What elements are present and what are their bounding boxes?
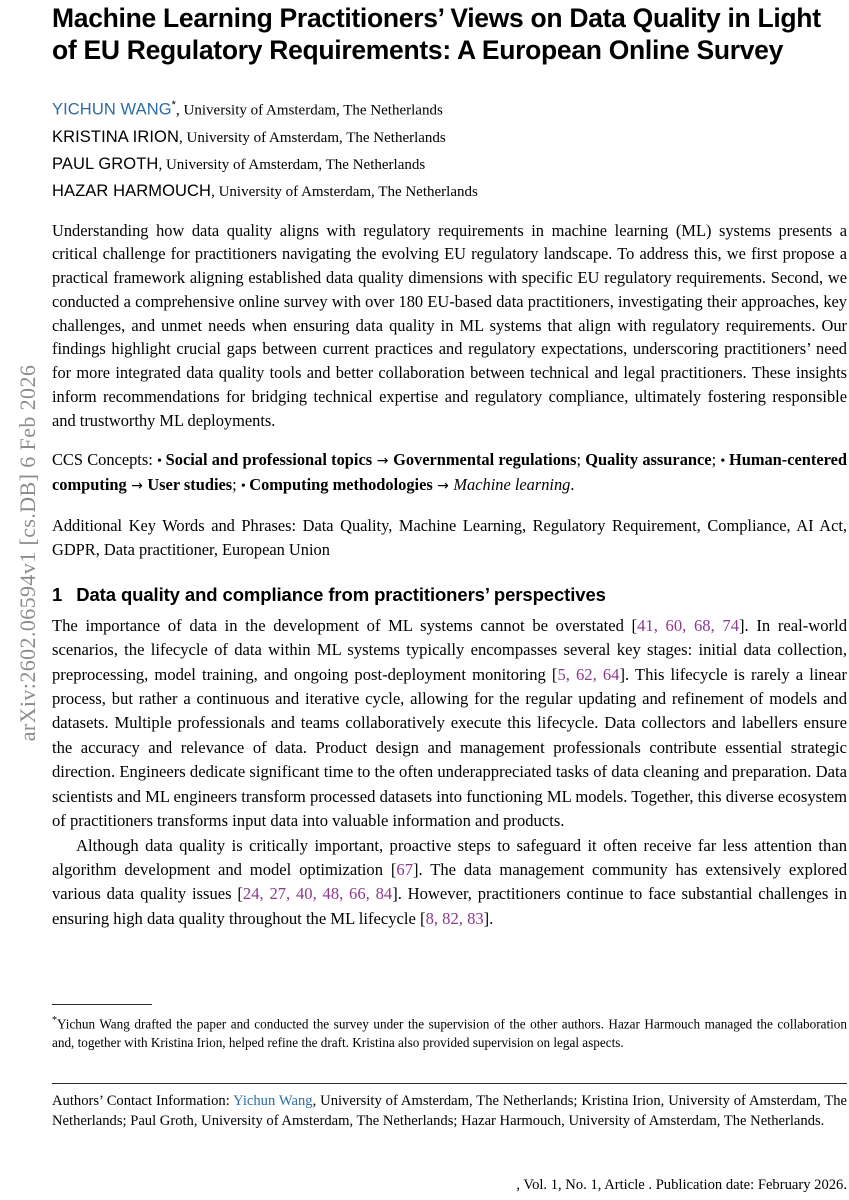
paragraph-text: Although data quality is critically important, proactive steps to safeguard it often receive far less attention than algorithm development and model optimization [ xyxy=(52,835,847,879)
author-affiliation: , University of Amsterdam, The Netherlands xyxy=(179,129,446,146)
citation-link[interactable]: 41, 60, 68, 74 xyxy=(637,615,739,635)
citation-link[interactable]: 8, 82, 83 xyxy=(425,908,484,928)
section-title: Data quality and compliance from practitioners’ perspectives xyxy=(76,583,606,605)
ccs-bullet-icon: • xyxy=(720,453,729,469)
contact-label: Authors’ Contact Information: xyxy=(52,1093,234,1109)
paper-page xyxy=(52,0,849,1200)
author-line xyxy=(52,92,849,124)
author-name[interactable]: YICHUN WANG xyxy=(52,100,172,119)
author-line xyxy=(52,151,849,178)
abstract: Understanding how data quality aligns with regulatory requirements in machine learning (ML) systems presents a critical challenge for practitioners navigating the evolving EU regulatory landscape. To address this, we first propose a practical framework aligning established data quality dimensions with specific EU regulatory requirements. Second, we conducted a comprehensive online survey with over 180 EU-based data practitioners, investigating their approaches, key challenges, and unmet needs when ensuring data quality in ML systems that align with regulatory requirements. Our findings highlight crucial gaps between current practices and regulatory expectations, underscoring practitioners’ need for more integrated data quality tools and better collaboration between technical and legal practitioners. These insights inform recommendations for bridging technical expertise and regulatory compliance, ultimately fostering responsible and trustworthy ML deployments. xyxy=(52,220,847,430)
arrow-icon: → xyxy=(126,478,148,495)
ccs-concepts: CCS Concepts: • Social and professional topics → Governmental regulations; Quality assurance; • Human-centered computing → User studies; • Computing methodologies → Machine learning. xyxy=(52,449,848,495)
contact-divider xyxy=(52,1083,847,1084)
author-list xyxy=(52,92,849,205)
footnote-divider xyxy=(52,1004,152,1005)
contact-rest: , University of Amsterdam, The Netherlands; Kristina Irion, University of Amsterdam, The Netherlands; Paul Groth, University of Amsterdam, The Netherlands; Hazar Harmouch, University of Amsterdam, The Netherlands. xyxy=(52,1093,848,1129)
paragraph xyxy=(52,834,847,932)
paragraph-text: ]. However, practitioners continue to face substantial challenges in ensuring high data quality throughout the ML lifecycle [ xyxy=(52,884,848,928)
footnote-marker: * xyxy=(171,99,177,111)
ccs-category: Human-centered computing xyxy=(52,449,848,495)
paragraph-text: ]. The data management community has extensively explored various data quality issues [ xyxy=(52,859,847,904)
author-affiliation: , University of Amsterdam, The Netherlands xyxy=(158,156,426,173)
contact-author-link[interactable]: Yichun Wang xyxy=(233,1093,313,1109)
body-text xyxy=(52,614,849,931)
ccs-concept: Quality assurance xyxy=(585,449,712,469)
page-title: Machine Learning Practitioners’ Views on Data Quality in Light of EU Regulatory Requirements: A European Online Survey xyxy=(52,3,821,65)
keywords-text: Data Quality, Machine Learning, Regulatory Requirement, Compliance, AI Act, GDPR, Data practitioner, European Union xyxy=(52,516,847,560)
ccs-category: Computing methodologies xyxy=(249,475,433,495)
author-line xyxy=(52,124,849,151)
section-number: 1 xyxy=(52,583,63,605)
author-affiliation: , University of Amsterdam, The Netherlands xyxy=(176,102,443,119)
author-affiliation: , University of Amsterdam, The Netherlands xyxy=(211,183,478,200)
paragraph-text: The importance of data in the development of ML systems cannot be overstated [ xyxy=(52,615,638,635)
footnote-marker: * xyxy=(52,1015,57,1026)
arrow-icon: → xyxy=(372,452,394,469)
arxiv-stamp: arXiv:2602.06594v1 [cs.DB] 6 Feb 2026 xyxy=(15,364,40,742)
ccs-concept: User studies xyxy=(147,475,233,495)
citation-link[interactable]: 5, 62, 64 xyxy=(557,664,620,684)
citation-link[interactable]: 67 xyxy=(396,859,413,879)
ccs-concept: Governmental regulations xyxy=(393,449,577,469)
author-line xyxy=(52,178,849,205)
author-name: PAUL GROTH xyxy=(52,154,159,173)
author-name: HAZAR HARMOUCH xyxy=(52,181,212,200)
footnote xyxy=(52,1012,847,1053)
ccs-category: Social and professional topics xyxy=(165,449,373,469)
paragraph-text: ]. In real-world scenarios, the lifecycle of data within ML systems typically encompasses several key stages: initial data collection, preprocessing, model training, and ongoing post-deployment monitoring [ xyxy=(52,615,847,684)
page-footer: , Vol. 1, No. 1, Article . Publication date: February 2026. xyxy=(516,1177,847,1193)
arrow-icon: → xyxy=(432,478,454,495)
section-heading xyxy=(52,584,849,606)
ccs-concept: Machine learning xyxy=(453,475,571,495)
footnote-text: Yichun Wang drafted the paper and conducted the survey under the supervision of the other authors. Hazar Harmouch managed the collaboration and, together with Kristina Irion, helped refine the draft. Kristina also provided supervision on legal aspects. xyxy=(52,1016,847,1050)
keywords-label: Additional Key Words and Phrases: xyxy=(52,516,303,536)
ccs-label: CCS Concepts: xyxy=(52,449,158,469)
paragraph-text: ]. This lifecycle is rarely a linear process, but rather a continuous and iterative cycle, allowing for the regular updating and refinement of models and datasets. Multiple professionals and teams collaboratively execute this lifecycle. Data collectors and labellers ensure the accuracy and relevance of data. Product design and management professionals contribute essential strategic direction. Engineers dedicate significant time to the often underappreciated tasks of data cleaning and preparation. Data scientists and ML engineers transform processed datasets into functioning ML models. Together, this diverse ecosystem of practitioners transforms input data into valuable information and products. xyxy=(52,664,847,831)
ccs-bullet-icon: • xyxy=(157,453,166,469)
ccs-bullet-icon: • xyxy=(240,479,250,495)
paragraph xyxy=(52,614,847,834)
authors-contact-information xyxy=(52,1092,847,1131)
citation-link[interactable]: 24, 27, 40, 48, 66, 84 xyxy=(242,884,393,904)
author-name: KRISTINA IRION xyxy=(52,127,180,146)
paragraph-text: ]. xyxy=(483,908,494,928)
keywords xyxy=(52,514,847,562)
